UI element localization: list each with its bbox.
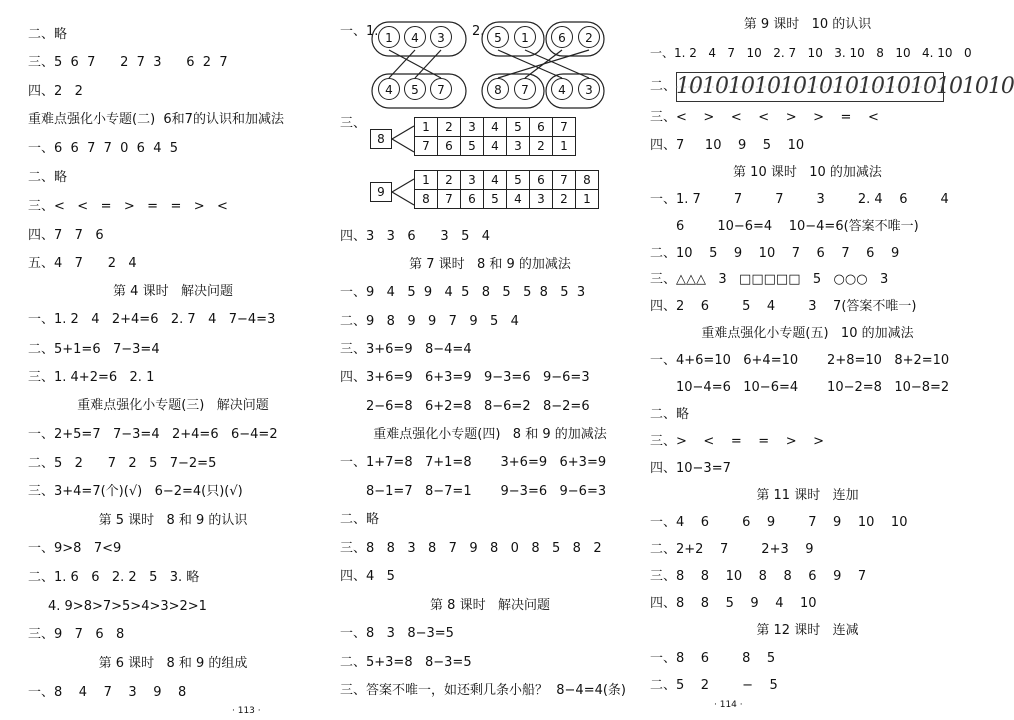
table-cell: 4 [484, 118, 507, 137]
table-cell: 5 [461, 137, 484, 156]
question-label: 三、 [340, 116, 367, 131]
table-cell: 5 [507, 171, 530, 190]
table-cell: 5 [484, 190, 507, 209]
table-cell: 4 [484, 137, 507, 156]
table-cell: 6 [530, 118, 553, 137]
answer-line: 二、 [650, 79, 677, 94]
lesson-heading: 第 4 课时 解决问题 [113, 284, 233, 299]
handwriting-tracing: 10101010101010101010101010 [676, 74, 1014, 99]
matching-lines-1 [370, 20, 470, 110]
answer-line: 四、7 7 6 [28, 228, 104, 243]
table-cell: 2 [438, 171, 461, 190]
lesson-heading: 第 7 课时 8 和 9 的加减法 [409, 257, 571, 272]
answer-line: 三、9 7 6 8 [28, 627, 125, 642]
answer-line: 二、略 [28, 170, 68, 185]
lesson-heading: 第 9 课时 10 的认识 [743, 17, 872, 32]
number-circle: 4 [404, 26, 426, 48]
number-circle: 1 [514, 26, 536, 48]
lesson-heading: 第 8 课时 解决问题 [430, 598, 550, 613]
table-cell: 1 [553, 137, 576, 156]
table-cell: 2 [530, 137, 553, 156]
table-cell: 5 [507, 118, 530, 137]
answer-line: 6 10−6=4 10−4=6(答案不唯一) [676, 219, 919, 234]
answer-line: 二、略 [340, 512, 380, 527]
answer-line: 一、8 3 8−3=5 [340, 626, 454, 641]
answer-line: 二、5+1=6 7−3=4 [28, 342, 160, 357]
answer-line: 三、3+4=7(个)(√) 6−2=4(只)(√) [28, 484, 243, 499]
answer-line: 四、4 5 [340, 569, 395, 584]
lesson-heading: 重难点强化小专题(四) 8 和 9 的加减法 [373, 427, 607, 442]
answer-line: 四、2 6 5 4 3 7(答案不唯一) [650, 299, 917, 314]
column-left [28, 0, 328, 720]
decomposition-table-8 [414, 117, 576, 156]
answer-line: 二、9 8 9 9 7 9 5 4 [340, 314, 519, 329]
question-label: 一、 [340, 24, 367, 39]
answer-line: 一、6 6 7 7 0 6 4 5 [28, 141, 179, 156]
section-heading: 重难点强化小专题(二) 6和7的认识和加减法 [28, 112, 284, 127]
table-cell: 7 [438, 190, 461, 209]
table-cell: 3 [461, 118, 484, 137]
answer-line: 五、4 7 2 4 [28, 256, 137, 271]
answer-line: 10−4=6 10−6=4 10−2=8 10−8=2 [676, 380, 950, 395]
table-cell: 4 [507, 190, 530, 209]
answer-line: 四、3 3 6 3 5 4 [340, 229, 491, 244]
answer-line: 三、8 8 3 8 7 9 8 0 8 5 8 2 [340, 541, 602, 556]
tracing-grid [676, 72, 944, 102]
answer-line: 四、10−3=7 [650, 461, 731, 476]
table-cell: 7 [553, 171, 576, 190]
table-cell: 3 [507, 137, 530, 156]
answer-line: 三、△△△ 3 □□□□□ 5 ○○○ 3 [650, 272, 889, 287]
answer-line: 一、4 6 6 9 7 9 10 10 [650, 515, 908, 530]
answer-line: 二、1. 6 6 2. 2 5 3. 略 [28, 570, 200, 585]
answer-line: 二、10 5 9 10 7 6 7 6 9 [650, 246, 900, 261]
answer-line: 一、8 4 7 3 9 8 [28, 685, 187, 700]
lesson-heading: 第 6 课时 8 和 9 的组成 [98, 656, 248, 671]
answer-line: 一、9>8 7<9 [28, 541, 122, 556]
lesson-heading: 第 11 课时 连加 [756, 488, 859, 503]
answer-line: 四、2 2 [28, 84, 83, 99]
number-circle: 7 [430, 78, 452, 100]
table-cell: 7 [553, 118, 576, 137]
answer-line: 一、8 6 8 5 [650, 651, 776, 666]
number-circle: 7 [514, 78, 536, 100]
table-cell: 2 [553, 190, 576, 209]
number-circle: 4 [378, 78, 400, 100]
column-right [650, 0, 1014, 720]
number-circle: 4 [551, 78, 573, 100]
answer-line: 2−6=8 6+2=8 8−6=2 8−2=6 [366, 399, 590, 414]
table-cell: 1 [415, 171, 438, 190]
part-label: 1. [366, 24, 379, 39]
number-circle: 5 [404, 78, 426, 100]
number-circle: 8 [487, 78, 509, 100]
table-cell: 1 [415, 118, 438, 137]
answer-line: 二、2+2 7 2+3 9 [650, 542, 814, 557]
answer-line: 一、2+5=7 7−3=4 2+4=6 6−4=2 [28, 427, 278, 442]
column-middle [340, 0, 640, 720]
answer-line: 二、略 [650, 407, 690, 422]
lesson-heading: 第 12 课时 连减 [756, 623, 859, 638]
table-cell: 6 [438, 137, 461, 156]
table-cell: 4 [484, 171, 507, 190]
number-circle: 3 [430, 26, 452, 48]
answer-line: 二、5 2 7 2 5 7−2=5 [28, 456, 217, 471]
answer-line: 一、1. 7 7 7 3 2. 4 6 4 [650, 192, 949, 207]
answer-line: 四、3+6=9 6+3=9 9−3=6 9−6=3 [340, 370, 590, 385]
page-number: · 113 · [232, 706, 261, 716]
table-cell: 3 [461, 171, 484, 190]
table-cell: 6 [461, 190, 484, 209]
table-cell: 1 [576, 190, 599, 209]
table-cell: 8 [415, 190, 438, 209]
answer-line: 一、1. 2 4 2+4=6 2. 7 4 7−4=3 [28, 312, 276, 327]
answer-line: 三、< < = > = = > < [28, 199, 228, 214]
answer-line: 四、8 8 5 9 4 10 [650, 596, 817, 611]
page-number: · 114 · [714, 700, 743, 710]
number-circle: 1 [378, 26, 400, 48]
matching-lines-2 [480, 20, 608, 110]
answer-line: 三、答案不唯一，如还剩几条小船？ 8−4=4(条) [340, 683, 627, 698]
number-circle: 5 [487, 26, 509, 48]
answer-line: 二、5 2 − 5 [650, 678, 778, 693]
part-label: 2. [472, 24, 485, 39]
answer-line: 一、1. 2 4 7 10 2. 7 10 3. 10 8 10 4. 10 0 [650, 46, 972, 60]
table-cell: 8 [576, 171, 599, 190]
answer-line: 一、9 4 5 9 4 5 8 5 5 8 5 3 [340, 285, 586, 300]
decomposition-table-9 [414, 170, 599, 209]
answer-line: 二、略 [28, 27, 68, 42]
answer-line: 三、5 6 7 2 7 3 6 2 7 [28, 55, 228, 70]
table-cell: 2 [438, 118, 461, 137]
number-circle: 6 [551, 26, 573, 48]
answer-line: 三、> < = = > > [650, 434, 825, 449]
answer-line: 三、8 8 10 8 8 6 9 7 [650, 569, 867, 584]
number-circle: 2 [578, 26, 600, 48]
branch-lines [392, 118, 414, 162]
branch-lines [392, 171, 414, 215]
lesson-heading: 第 10 课时 10 的加减法 [733, 165, 882, 180]
answer-line: 一、4+6=10 6+4=10 2+8=10 8+2=10 [650, 353, 950, 368]
answer-line: 三、< > < < > > = < [650, 110, 879, 125]
lesson-heading: 重难点强化小专题(三) 解决问题 [77, 398, 269, 413]
table-cell: 6 [530, 171, 553, 190]
number-box: 8 [370, 129, 392, 149]
number-circle: 3 [578, 78, 600, 100]
answer-line: 四、7 10 9 5 10 [650, 138, 805, 153]
table-cell: 3 [530, 190, 553, 209]
lesson-heading: 第 5 课时 8 和 9 的认识 [98, 513, 248, 528]
table-cell: 7 [415, 137, 438, 156]
number-box: 9 [370, 182, 392, 202]
answer-line: 4. 9>8>7>5>4>3>2>1 [48, 599, 207, 614]
answer-line: 三、1. 4+2=6 2. 1 [28, 370, 155, 385]
answer-line: 一、1+7=8 7+1=8 3+6=9 6+3=9 [340, 455, 607, 470]
lesson-heading: 重难点强化小专题(五) 10 的加减法 [701, 326, 914, 341]
answer-line: 三、3+6=9 8−4=4 [340, 342, 472, 357]
answer-line: 8−1=7 8−7=1 9−3=6 9−6=3 [366, 484, 607, 499]
answer-line: 二、5+3=8 8−3=5 [340, 655, 472, 670]
